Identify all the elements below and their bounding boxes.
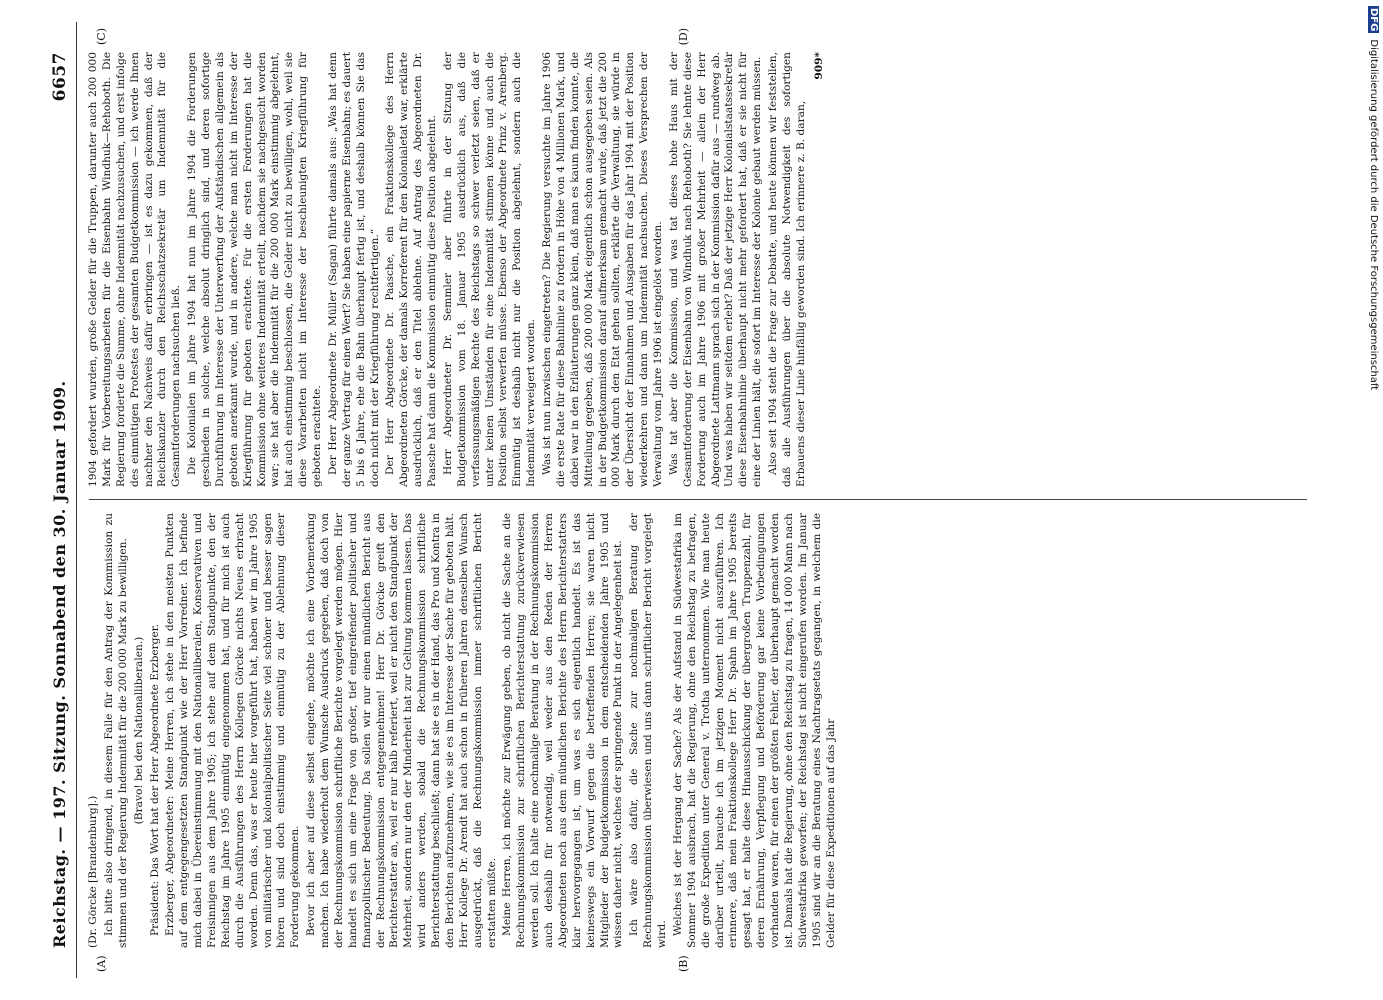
dfg-logo: DFG bbox=[1368, 8, 1379, 32]
left-column bbox=[87, 513, 1327, 948]
paragraph: Welches ist der Hergang der Sache? Als der Aufstand in Südwestafrika im Sommer 1904 ausbrach, hat die Regierung, ohne den Reichstag zu befragen, die große Expedition unter General v. Trotha unternommen. Wie man heute darüber urteilt, brauche ich im jetzigen Moment nicht auszuführen. Ich erinnere, daß mein Fraktionskollege Herr Dr. Spahn im Jahre 1905 bereits gesagt hat, er halte diese Hinausschickung der übergroßen Truppenzahl, für deren Ernährung, Verpflegung und Beförderung gar keine Vorbedingungen vorhanden waren, für einen der größten Fehler, der überhaupt gemacht worden ist. Damals hat die Regierung, ohne den Reichstag zu fragen, 14 000 Mann nach Südwestafrika geworfen; der Reichstag ist nicht eingerufen worden. Im Januar 1905 sind wir an die Beratung eines Nachtragsetats gegangen, in welchem die Gelder für diese Expeditionen auf das Jahr bbox=[671, 513, 837, 948]
document-page bbox=[42, 0, 1342, 1000]
paragraph: Präsident: Das Wort hat der Herr Abgeordnete Erzberger. bbox=[148, 623, 161, 936]
paragraph: Also seit 1904 steht die Frage zur Debatte, und heute können wir feststellen, daß alle Ausführungen über die absolute Notwendigkeit des sofortigen Erbauens dieser Linie hinfällig geworden sind. Ich erinnere z. B. daran, bbox=[767, 52, 807, 487]
signature-mark: 909* bbox=[812, 52, 825, 80]
text-body bbox=[77, 22, 1327, 978]
paragraph: Bevor ich aber auf diese selbst eingehe, möchte ich eine Vorbemerkung machen. Ich habe wiederholt dem Wunsche Ausdruck gegeben, daß doch von der Rechnungskommission schriftliche Berichte vorgelegt werden mögen. Hier handelt es sich um eine Frage von großer, tief eingreifender politischer und finanzpolitischer Bedeutung. Da sollen wir nur einen mündlichen Bericht aus der Rechnungskommission entgegennehmen! Herr Dr. Görcke greift den Berichterstatter an, weil er nur halb referiert, weil er nicht den Standpunkt der Mehrheit, sondern nur den der Minderheit hat zur Geltung kommen lassen. Das wird anders werden, sobald die Rechnungskommission schriftliche Berichterstattung beschließt; dann hat sie es in der Hand, das Pro und Kontra in den Berichten aufzunehmen, wie sie es im Interesse der Sache für geboten hält. Herr Kollege Dr. Arendt hat auch schon in früheren Jahren denselben Wunsch ausgedrückt, daß die Rechnungskommission immer schriftlichen Bericht erstatten müßte. bbox=[305, 513, 498, 948]
speaker-reference: (Dr. Görcke [Brandenburg].) bbox=[87, 795, 99, 948]
paragraph: Die Kolonialen im Jahre 1904 hat nun im Jahre 1904 die Forderungen geschieden in solche, welche absolut dringlich sind, und deren sofortige Durchführung im Interesse der Unterwerfung der Aufständischen allgemein als geboten anerkannt wurde, und in andere, welche man nicht im Interesse der Kriegführung für geboten erachtete. Für die ersten Forderungen hat die Kommission ohne weiteres Indemnität erteilt, nachdem sie nachgesucht worden war; sie hat aber die Indemnität für die 200 000 Mark einstimmig abgelehnt, hat auch einstimmig beschlossen, die Gelder nicht zu bewilligen, wohl, weil sie diese Vorarbeiten nicht im Interesse der beschleunigten Kriegführung für geboten erachtete. bbox=[186, 52, 323, 487]
column-divider bbox=[89, 499, 1307, 500]
paragraph: 1904 gefordert wurden, große Gelder für die Truppen, darunter auch 200 000 Mark für Vorbereitungsarbeiten für die Eisenbahn Windhuk—Rehoboth. Die Regierung forderte die Summe, ohne Indemnität nachzusuchen, und erst infolge des einmütigen Protestes der gesamten Budgetkommission — ich werde Ihnen nachher den Nachweis dafür erbringen — ist es dazu gekommen, daß der Reichskanzler durch den Reichsschatzsekretär um Indemnität für die Gesamtforderungen nachsuchen ließ. bbox=[87, 52, 183, 487]
paragraph: Herr Abgeordneter Dr. Semmler aber führte in der Sitzung der Budgetkommission vom 18. Januar 1905 ausdrücklich aus, daß die verfassungsmäßigen Rechte des Reichstags so schwer verletzt seien, daß er unter keinen Umständen für eine Indemnität stimmen könne und auch die Position selbst verwerfen müsse. Ebenso der Abgeordnete Prinz v. Arenberg. Einmütig ist deshalb nicht nur die Position abgelehnt, sondern auch die Indemnität verweigert worden. bbox=[441, 52, 538, 487]
margin-marker-d: (D) bbox=[677, 28, 690, 46]
margin-marker-a: (A) bbox=[95, 955, 108, 972]
digitization-credit: Digitalisierung gefördert durch die Deutsche Forschungsgemeinschaft bbox=[1368, 39, 1379, 391]
running-head bbox=[50, 22, 77, 978]
paragraph: Erzberger, Abgeordneter: Meine Herren, ich stehe in den meisten Punkten auf dem entgegengesetzten Standpunkt wie der Herr Vorredner. Ich befinde mich dabei in Übereinstimmung mit den Nationalliberalen, Konservativen und Freisinnigen aus dem Jahre 1905; ich stehe auf dem Standpunkte, den der Reichstag im Jahre 1905 einmütig eingenommen hat, und für mich ist auch durch die Ausführungen des Herrn Kollegen Görcke nichts Neues erbracht worden. Denn das, was er heute hier vorgeführt hat, haben wir im Jahre 1905 von militärischer und kolonialpolitischer Seite viel schöner und besser sagen hören und sind doch einstimmig und einmütig zu der Ablehnung dieser Forderung gekommen. bbox=[164, 513, 302, 948]
margin-marker-c: (C) bbox=[95, 28, 108, 45]
paragraph: Meine Herren, ich möchte zur Erwägung geben, ob nicht die Sache an die Rechnungskommission zur schriftlichen Berichterstattung zurückverwiesen werden soll. Ich halte eine nochmalige Beratung in der Rechnungskommission auch deshalb für notwendig, weil weder aus den Reden der Herren Abgeordneten noch aus dem mündlichen Berichte des Herrn Berichterstatters klar hervorgegangen ist, um was es sich eigentlich handelt. Es ist das keineswegs ein Vorwurf gegen die betreffenden Herren; sie waren nicht Mitglieder der Budgetkommission in dem entscheidenden Jahre 1905 und wissen daher nicht, welches der springende Punkt in der Angelegenheit ist. bbox=[501, 513, 625, 948]
paragraph: Ich wäre also dafür, die Sache zur nochmaligen Beratung der Rechnungskommission überwiesen und uns dann schriftlicher Bericht vorgelegt wird. bbox=[628, 513, 668, 948]
stage-direction: (Bravo! bei den Nationalliberalen.) bbox=[132, 636, 145, 825]
margin-marker-b: (B) bbox=[677, 955, 690, 972]
session-title: Reichstag. — 197. Sitzung. Sonnabend den 30. Januar 1909. bbox=[50, 380, 69, 948]
paragraph: Der Herr Abgeordnete Dr. Müller (Sagan) führte damals aus: „Was hat denn der ganze Vertrag für einen Wert? Sie haben eine papierne Eisenbahn; es dauert 5 bis 6 Jahre, ehe die Bahn überhaupt fertig ist, und deshalb können Sie das doch nicht mit der Kriegführung rechtfertigen.“ bbox=[326, 52, 381, 487]
paragraph: Was tat aber die Kommission, und was tat dieses hohe Haus mit der Gesamtforderung der Eisenbahn von Windhuk nach Rehoboth? Sie lehnte diese Forderung auch im Jahre 1906 mit großer Mehrheit — allein der Herr Abgeordnete Lattmann sprach sich in der Kommission dafür aus — rundweg ab. Und was haben wir seitdem erlebt? Daß der jetzige Herr Kolonialstaatssekretär diese Eisenbahnlinie überhaupt nicht mehr gefordert hat, daß er sie nicht für eine der Linien hält, die sofort im Interesse der Kolonie gebaut werden müssen. bbox=[667, 52, 764, 487]
paragraph: Ich bitte also dringend, in diesem Falle für den Antrag der Kommission zu stimmen und der Regierung Indemnität für die 200 000 Mark zu bewilligen. bbox=[102, 513, 129, 948]
paragraph: Was ist nun inzwischen eingetreten? Die Regierung versuchte im Jahre 1906 die erste Rate für diese Bahnlinie zu fordern in Höhe von 4 Millionen Mark, und dabei war in den Erläuterungen ganz klein, daß man es kaum finden konnte, die Mitteilung gegeben, daß 200 000 Mark eigentlich schon ausgegeben seien. Als in der Budgetkommission darauf aufmerksam gemacht wurde, daß jetzt die 200 000 Mark durch den Etat gehen sollten, erklärte die Verwaltung, sie würde in der Übersicht der Einnahmen und Ausgaben für das Jahr 1904 mit der Position wiederkehren und dann um Indemnität nachsuchen. Dieses Versprechen der Verwaltung vom Jahre 1906 ist eingelöst worden. bbox=[541, 52, 664, 487]
page-number: 6657 bbox=[50, 52, 70, 102]
right-column bbox=[87, 52, 1327, 487]
digitization-note bbox=[1365, 6, 1379, 994]
paragraph: Der Herr Abgeordnete Dr. Paasche, ein Fraktionskollege des Herrn Abgeordneten Görcke, der damals Korreferent für den Kolonialetat war, erklärte ausdrücklich, daß er den Titel ablehne. Auf Antrag des Abgeordneten Dr. Paasche hat dann die Kommission einmütig diese Position abgelehnt. bbox=[384, 52, 438, 487]
